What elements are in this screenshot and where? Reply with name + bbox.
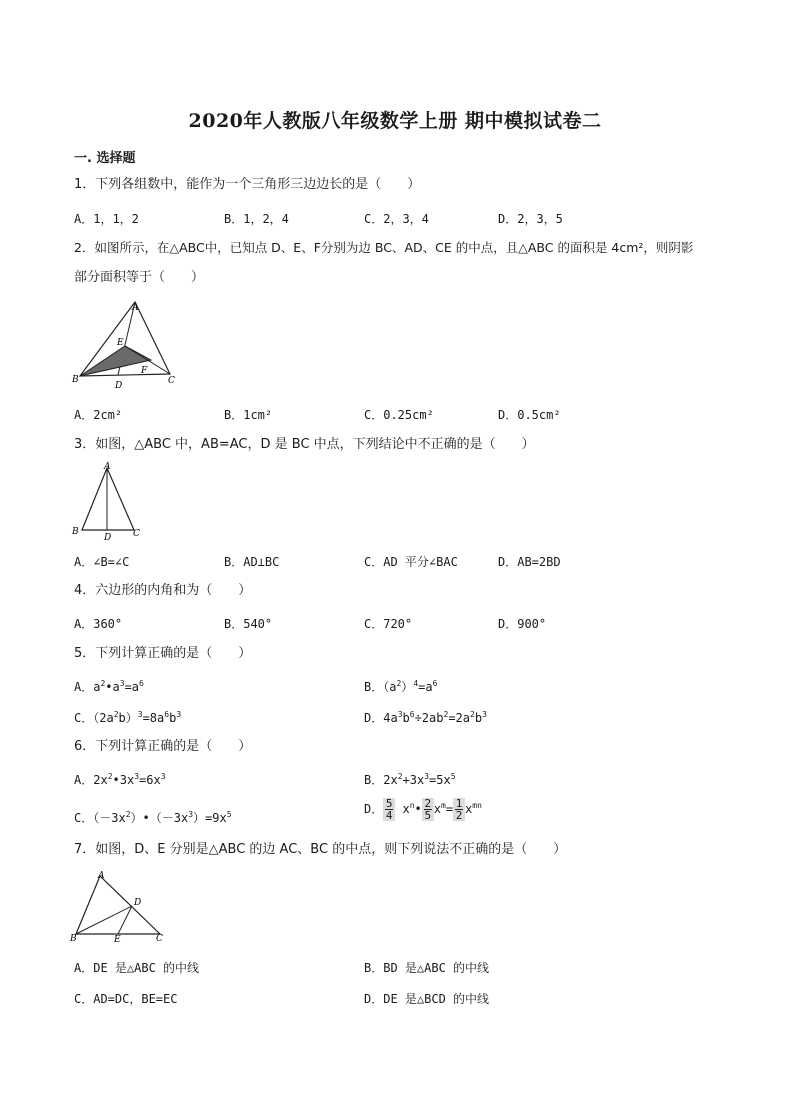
- q4-option-c[interactable]: C．720°: [364, 617, 413, 631]
- q7-triangle-figure: [68, 868, 172, 946]
- q7-label-a: A: [98, 871, 105, 881]
- q3-option-d[interactable]: D．AB=2BD: [498, 555, 561, 569]
- section-heading: 一. 选择题: [74, 151, 136, 166]
- q2-option-b[interactable]: B．1cm²: [224, 408, 273, 422]
- q2-label-f: F: [141, 366, 148, 376]
- q2-option-d[interactable]: D．0.5cm²: [498, 408, 561, 422]
- q7-label-c: C: [156, 934, 163, 944]
- q7-option-c[interactable]: C．AD=DC，BE=EC: [74, 992, 178, 1006]
- q3-label-c: C: [133, 529, 140, 539]
- q5-option-c-prefix: C．: [74, 711, 94, 725]
- q5-option-a[interactable]: A．$a^2•a^3=a^6$: [74, 679, 144, 694]
- q7-option-d[interactable]: D．DE 是△BCD 的中线: [364, 992, 490, 1006]
- q7-triangle-abc: [76, 876, 160, 934]
- q3-label-d: D: [104, 533, 112, 542]
- q2-label-e: E: [117, 338, 124, 348]
- q6-option-d-prefix: D．: [364, 802, 384, 816]
- q2-option-a[interactable]: A．2cm²: [74, 408, 123, 422]
- q1-option-c[interactable]: C．2，3，4: [364, 212, 429, 226]
- q2-label-b: B: [72, 375, 79, 385]
- q4-option-a[interactable]: A．360°: [74, 617, 123, 631]
- q6-option-d[interactable]: D． $\frac{5}{4}$ $x^n•$ $\frac{2}{5}$ $x^m=$ $\frac{1}{2}$ $x^{mn}$: [364, 797, 482, 822]
- q6-option-c-prefix: C．: [74, 811, 94, 825]
- question-7: 7．如图，D、E 分别是△ABC 的边 AC、BC 的中点，则下列说法不正确的是（ ）: [74, 842, 567, 857]
- fraction-2-5: $\frac{2}{5}$: [422, 798, 434, 821]
- question-1: 1．下列各组数中，能作为一个三角形三边边长的是（ ）: [74, 177, 421, 192]
- question-2-line-2: 部分面积等于（ ）: [74, 270, 205, 285]
- q7-label-d: D: [134, 898, 142, 908]
- q7-option-b[interactable]: B．BD 是△ABC 的中线: [364, 961, 490, 975]
- q3-option-b[interactable]: B．AD⊥BC: [224, 555, 280, 569]
- q2-label-a: A: [132, 303, 139, 313]
- q6-option-a-prefix: A．: [74, 773, 94, 787]
- q3-triangle-figure: [70, 460, 150, 542]
- q5-option-d[interactable]: D．$4a^3b^6\div 2ab^2=2a^2b^3$: [364, 710, 487, 725]
- q7-segment-bd: [76, 906, 132, 934]
- q7-option-a[interactable]: A．DE 是△ABC 的中线: [74, 961, 200, 975]
- q1-option-a[interactable]: A．1，1，2: [74, 212, 139, 226]
- question-6: 6．下列计算正确的是（ ）: [74, 739, 252, 754]
- q1-option-b[interactable]: B．1，2，4: [224, 212, 289, 226]
- q5-option-d-prefix: D．: [364, 711, 384, 725]
- q3-option-a[interactable]: A．∠B=∠C: [74, 555, 130, 569]
- question-3: 3．如图，△ABC 中，AB=AC，D 是 BC 中点，下列结论中不正确的是（ ）: [74, 437, 535, 452]
- q7-label-e: E: [114, 935, 121, 945]
- page-title: 2020年人教版八年级数学上册 期中模拟试卷二: [188, 110, 602, 132]
- q1-option-d[interactable]: D．2，3，5: [498, 212, 563, 226]
- q3-label-a: A: [104, 462, 111, 472]
- question-4: 4．六边形的内角和为（ ）: [74, 583, 252, 598]
- q5-option-b[interactable]: B．$(a^2)^4=a^6$: [364, 679, 438, 694]
- q4-option-d[interactable]: D．900°: [498, 617, 547, 631]
- question-2-line-1: 2．如图所示，在△ABC中，已知点 D、E、F分别为边 BC、AD、CE 的中点，且△ABC 的面积是 4cm²，则阴影: [74, 240, 694, 255]
- q5-option-b-prefix: B．: [364, 680, 384, 694]
- q6-option-c[interactable]: C．$(-3x^2)•(-3x^3)=9x^5$: [74, 810, 232, 825]
- q3-label-b: B: [72, 527, 79, 537]
- q3-option-c[interactable]: C．AD 平分∠BAC: [364, 555, 458, 569]
- q5-option-c[interactable]: C．$(2a^2b)^3=8a^6b^3$: [74, 710, 182, 725]
- q6-option-b-prefix: B．: [364, 773, 384, 787]
- q4-option-b[interactable]: B．540°: [224, 617, 273, 631]
- fraction-1-2: $\frac{1}{2}$: [453, 798, 465, 821]
- q6-option-b[interactable]: B．$2x^2+3x^3=5x^5$: [364, 772, 456, 787]
- question-5: 5．下列计算正确的是（ ）: [74, 646, 252, 661]
- q6-option-a[interactable]: A．$2x^2•3x^3=6x^3$: [74, 772, 166, 787]
- q2-label-d: D: [115, 381, 123, 390]
- q3-triangle-abc: [82, 468, 134, 530]
- q2-option-c[interactable]: C．0.25cm²: [364, 408, 434, 422]
- fraction-5-4: $\frac{5}{4}$: [383, 798, 395, 821]
- q2-triangle-figure: [70, 298, 180, 390]
- q5-option-a-prefix: A．: [74, 680, 94, 694]
- q7-label-b: B: [70, 934, 77, 944]
- q7-segment-de: [118, 906, 132, 934]
- q2-label-c: C: [168, 376, 175, 386]
